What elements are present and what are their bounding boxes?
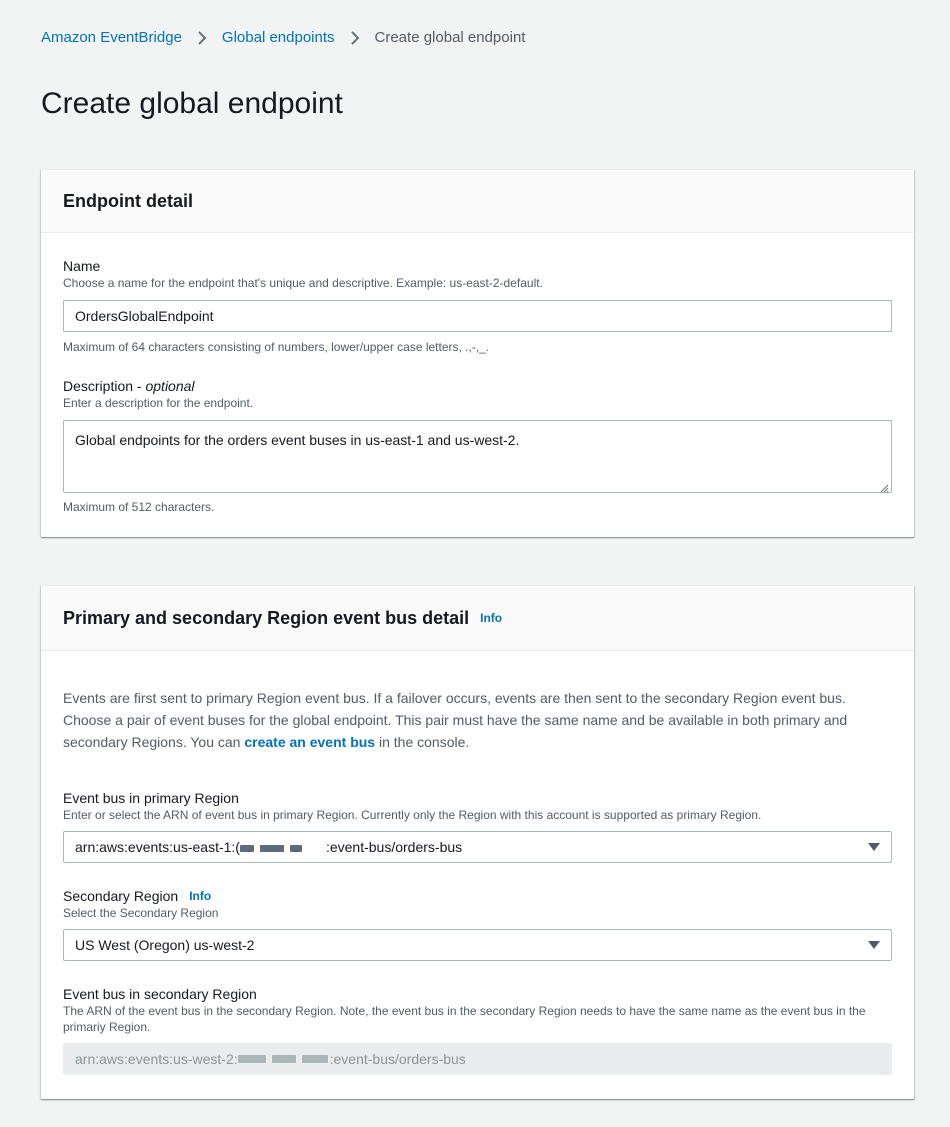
- secondary-bus-description: The ARN of the event bus in the secondary Region. Note, the event bus in the secondary Region needs to have the same name as the event bus in the primariy Region.: [63, 1004, 866, 1034]
- secondary-region-label: [63, 887, 218, 905]
- primary-bus-select[interactable]: [63, 831, 892, 863]
- primary-bus-label: Event bus in primary Region: [63, 790, 239, 806]
- chevron-right-icon: [191, 28, 213, 48]
- description-label: [63, 377, 253, 395]
- page-title: Create global endpoint: [41, 87, 343, 120]
- secondary-bus-label: Event bus in secondary Region: [63, 986, 257, 1002]
- caret-down-icon: [868, 941, 880, 949]
- primary-bus-description: Enter or select the ARN of event bus in primary Region. Currently only the Region with this account is supported as primary Region.: [63, 808, 762, 822]
- secondary-region-value: US West (Oregon) us-west-2: [75, 937, 255, 953]
- breadcrumb-global-endpoints-link[interactable]: Global endpoints: [221, 29, 335, 46]
- name-input-value: OrdersGlobalEndpoint: [75, 308, 214, 324]
- description-label-text: Description -: [63, 378, 142, 394]
- redacted-mark: [238, 1055, 266, 1063]
- secondary-bus-value-prefix: arn:aws:events:us-west-2:: [75, 1051, 238, 1067]
- breadcrumb: [41, 28, 525, 48]
- resize-grip-icon[interactable]: [879, 480, 889, 490]
- breadcrumb-eventbridge-link[interactable]: Amazon EventBridge: [41, 29, 182, 46]
- description-constraint: Maximum of 512 characters.: [63, 500, 215, 514]
- description-textarea[interactable]: [63, 420, 892, 493]
- redacted-mark: [290, 845, 302, 852]
- name-constraint: Maximum of 64 characters consisting of numbers, lower/upper case letters, .,-,_.: [63, 340, 490, 354]
- redacted-mark: [272, 1055, 296, 1063]
- redacted-mark: [302, 1055, 328, 1063]
- secondary-region-select[interactable]: [63, 929, 892, 961]
- description-help: Enter a description for the endpoint.: [63, 396, 254, 410]
- secondary-bus-value-suffix: :event-bus/orders-bus: [329, 1051, 466, 1067]
- description-textarea-value: Global endpoints for the orders event buses in us-east-1 and us-west-2.: [75, 432, 520, 448]
- primary-bus-value-prefix: arn:aws:events:us-east-1:(: [75, 839, 240, 855]
- redacted-mark: [260, 845, 284, 852]
- description-optional: optional: [145, 378, 195, 394]
- region-intro: [63, 687, 893, 753]
- panel-title: Endpoint detail: [63, 190, 193, 211]
- panel-header: [41, 586, 914, 651]
- chevron-right-icon: [344, 28, 366, 48]
- region-detail-panel: [41, 585, 914, 1099]
- panel-title: Primary and secondary Region event bus detail: [63, 607, 470, 628]
- region-intro-suffix: in the console.: [375, 734, 470, 750]
- info-link[interactable]: Info: [480, 611, 503, 625]
- endpoint-detail-panel: [41, 169, 914, 537]
- caret-down-icon: [868, 843, 880, 851]
- name-input[interactable]: [63, 300, 892, 332]
- primary-bus-value-suffix: :event-bus/orders-bus: [325, 839, 463, 855]
- primary-bus-value: [75, 839, 462, 855]
- name-label: Name: [63, 258, 101, 274]
- panel-header: [41, 170, 914, 233]
- breadcrumb-current: Create global endpoint: [374, 29, 526, 46]
- region-intro-text: Events are first sent to primary Region event bus. If a failover occurs, events are then sent to the secondary Region event bus. Choose a pair of event buses for the global endpoint. This pair must have the same name and be available in both primary and secondary Regions. You can: [63, 690, 848, 750]
- redacted-mark: [240, 845, 254, 852]
- secondary-region-description: Select the Secondary Region: [63, 906, 219, 920]
- info-link[interactable]: Info: [189, 889, 212, 903]
- secondary-bus-readonly: [63, 1043, 892, 1075]
- create-event-bus-link[interactable]: create an event bus: [244, 734, 376, 750]
- secondary-region-label-text: Secondary Region: [63, 888, 179, 904]
- name-description: Choose a name for the endpoint that's unique and descriptive. Example: us-east-2-default.: [63, 276, 543, 290]
